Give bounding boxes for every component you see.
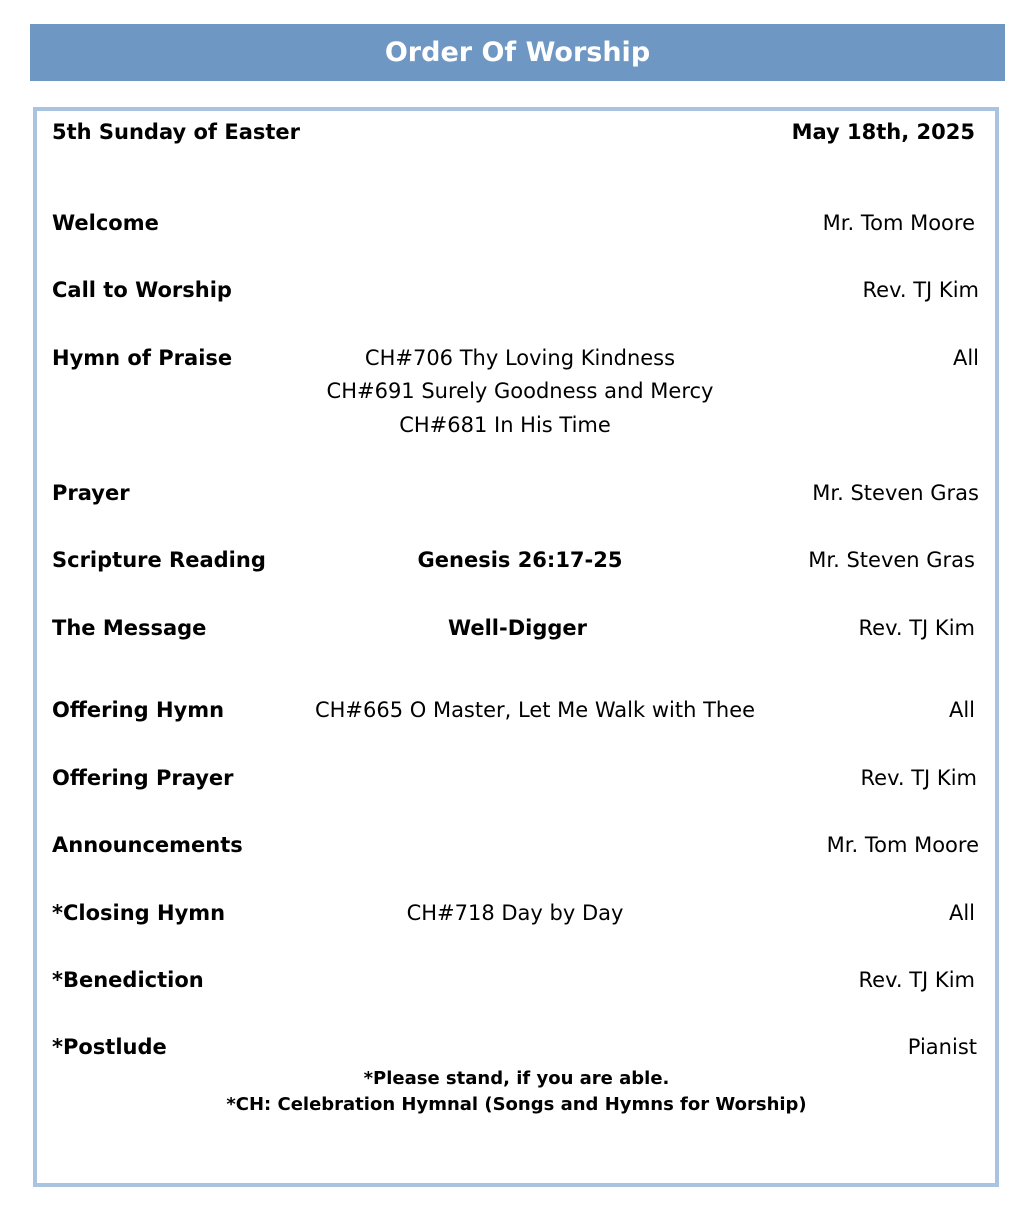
- item-label-benediction: *Benediction: [52, 968, 204, 992]
- item-leader-closing-hymn: All: [948, 901, 975, 925]
- order-of-worship-banner: [30, 24, 1005, 81]
- stand-note: *Please stand, if you are able.: [363, 1068, 670, 1089]
- page-title: Order Of Worship: [384, 37, 651, 68]
- item-leader-scripture-reading: Mr. Steven Gras: [808, 548, 975, 572]
- sermon-title: Well-Digger: [447, 616, 588, 640]
- item-leader-hymn-of-praise: All: [952, 346, 979, 370]
- hymn-of-praise-line-2: CH#691 Surely Goodness and Mercy: [326, 379, 714, 403]
- item-leader-announcements: Mr. Tom Moore: [826, 833, 979, 857]
- item-label-postlude: *Postlude: [52, 1035, 167, 1059]
- item-leader-benediction: Rev. TJ Kim: [858, 968, 975, 992]
- item-label-prayer: Prayer: [52, 481, 130, 505]
- item-label-the-message: The Message: [52, 616, 207, 640]
- item-leader-postlude: Pianist: [907, 1035, 977, 1059]
- hymn-of-praise-line-3: CH#681 In His Time: [399, 413, 611, 437]
- service-date: May 18th, 2025: [791, 120, 975, 144]
- item-label-call-to-worship: Call to Worship: [52, 278, 232, 302]
- service-occasion: 5th Sunday of Easter: [52, 120, 301, 144]
- item-leader-welcome: Mr. Tom Moore: [822, 211, 975, 235]
- item-label-welcome: Welcome: [52, 211, 159, 235]
- item-leader-prayer: Mr. Steven Gras: [812, 481, 979, 505]
- item-leader-offering-hymn: All: [948, 698, 975, 722]
- hymnal-note: *CH: Celebration Hymnal (Songs and Hymns for Worship): [226, 1094, 807, 1115]
- hymn-of-praise-line-1: CH#706 Thy Loving Kindness: [364, 346, 676, 370]
- item-label-announcements: Announcements: [52, 833, 243, 857]
- item-label-offering-hymn: Offering Hymn: [52, 698, 225, 722]
- item-label-hymn-of-praise: Hymn of Praise: [52, 346, 233, 370]
- item-leader-the-message: Rev. TJ Kim: [858, 616, 975, 640]
- item-leader-call-to-worship: Rev. TJ Kim: [862, 278, 979, 302]
- item-label-offering-prayer: Offering Prayer: [52, 766, 234, 790]
- program-frame: [33, 107, 999, 1187]
- item-label-closing-hymn: *Closing Hymn: [52, 901, 226, 925]
- offering-hymn-title: CH#665 O Master, Let Me Walk with Thee: [314, 698, 756, 722]
- closing-hymn-title: CH#718 Day by Day: [406, 901, 624, 925]
- item-label-scripture-reading: Scripture Reading: [52, 548, 266, 572]
- item-leader-offering-prayer: Rev. TJ Kim: [860, 766, 977, 790]
- scripture-reference: Genesis 26:17-25: [417, 548, 623, 572]
